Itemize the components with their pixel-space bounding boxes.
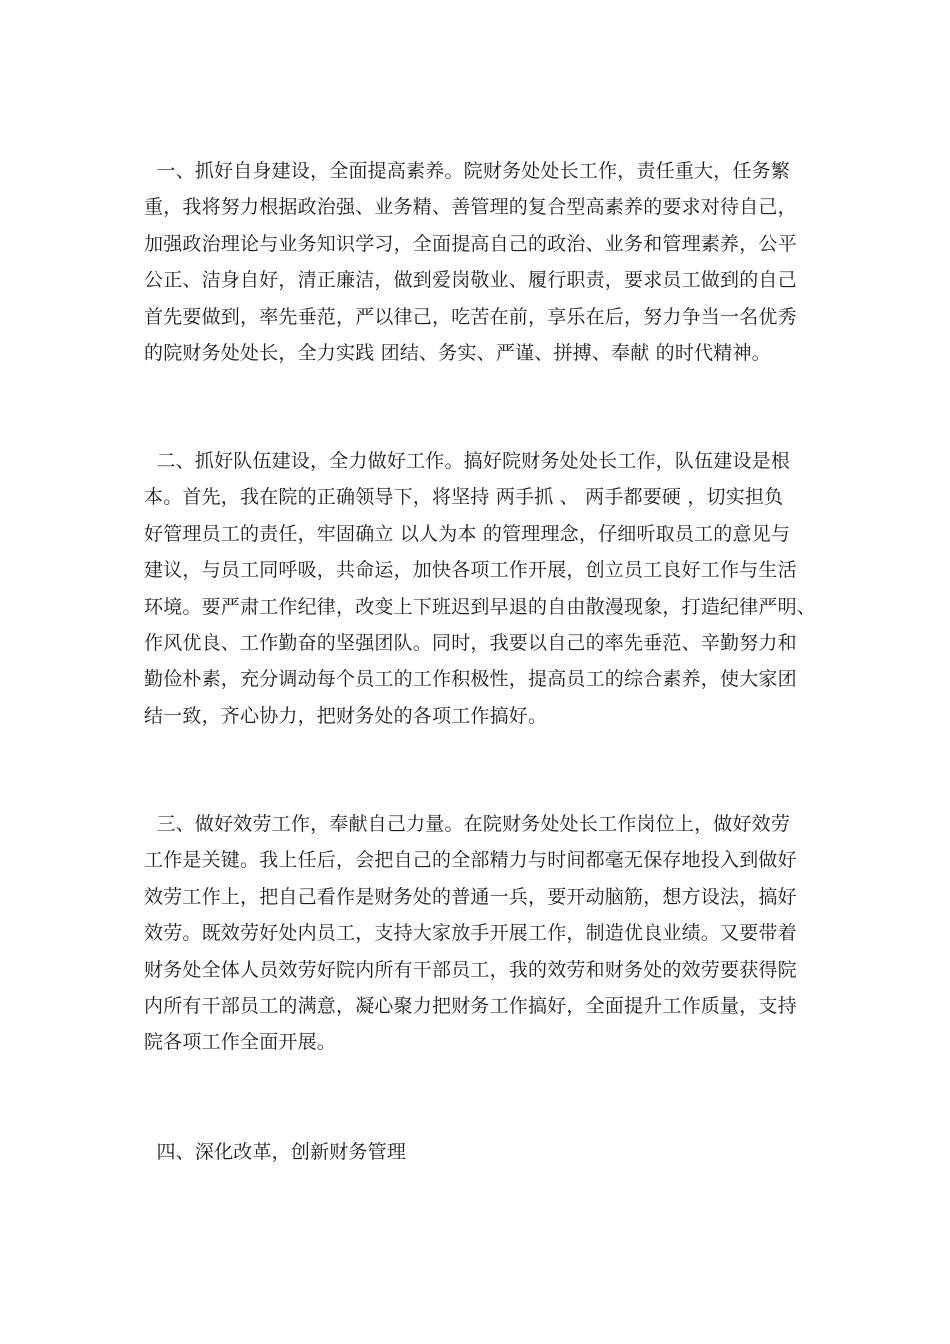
paragraph-line: 二、抓好队伍建设，全力做好工作。搞好院财务处处长工作，队伍建设是根: [144, 450, 791, 472]
paragraph-service-work: [144, 806, 804, 1061]
paragraph-line: 院各项工作全面开展。: [144, 1031, 337, 1054]
paragraph-line: 财务处全体人员效劳好院内所有干部员工，我的效劳和财务处的效劳要获得院: [144, 958, 797, 981]
paragraph-line: 效劳工作上，把自己看作是财务处的普通一兵，要开动脑筋，想方设法，搞好: [144, 885, 797, 908]
paragraph-line: 作风优良、工作勤奋的坚强团队。同时，我要以自己的率先垂范、辛勤努力和: [144, 631, 797, 654]
paragraph-line: 工作是关键。我上任后，会把自己的全部精力与时间都毫无保存地投入到做好: [144, 849, 797, 872]
paragraph-self-building: [144, 153, 804, 371]
paragraph-line: 首先要做到，率先垂范，严以律己，吃苦在前，享乐在后，努力争当一名优秀: [144, 305, 797, 328]
paragraph-line: 好管理员工的责任，牢固确立 以人为本 的管理理念，仔细听取员工的意见与: [144, 522, 791, 545]
paragraph-line: 本。首先，我在院的正确领导下，将坚持 两手抓 、 两手都要硬 ，切实担负: [144, 486, 784, 509]
paragraph-line: 勤俭朴素，充分调动每个员工的工作积极性，提高员工的综合素养，使大家团: [144, 668, 797, 691]
paragraph-line: 结一致，齐心协力，把财务处的各项工作搞好。: [144, 704, 548, 727]
paragraph-team-building: [144, 443, 817, 734]
paragraph-line: 三、做好效劳工作，奉献自己力量。在院财务处处长工作岗位上，做好效劳: [144, 813, 791, 835]
paragraph-line: 四、深化改革，创新财务管理: [144, 1141, 407, 1163]
paragraph-line: 公正、洁身自好，清正廉洁，做到爱岗敬业、履行职责，要求员工做到的自己: [144, 269, 797, 292]
paragraph-line: 建议，与员工同呼吸，共命运，加快各项工作开展，创立员工良好工作与生活: [144, 559, 797, 582]
paragraph-line: 重，我将努力根据政治强、业务精、善管理的复合型高素养的要求对待自己，: [144, 196, 797, 219]
paragraph-line: 内所有干部员工的满意，凝心聚力把财务工作搞好，全面提升工作质量，支持: [144, 994, 797, 1017]
paragraph-reform-heading: [144, 1134, 804, 1170]
paragraph-line: 加强政治理论与业务知识学习，全面提高自己的政治、业务和管理素养，公平: [144, 232, 797, 255]
paragraph-line: 环境。要严肃工作纪律，改变上下班迟到早退的自由散漫现象，打造纪律严明、: [144, 595, 817, 618]
paragraph-line: 效劳。既效劳好处内员工，支持大家放手开展工作，制造优良业绩。又要带着: [144, 922, 797, 945]
paragraph-line: 的院财务处处长，全力实践 团结、务实、严谨、拼搏、奉献 的时代精神。: [144, 341, 771, 364]
paragraph-line: 一、抓好自身建设，全面提高素养。院财务处处长工作，责任重大，任务繁: [144, 160, 791, 182]
